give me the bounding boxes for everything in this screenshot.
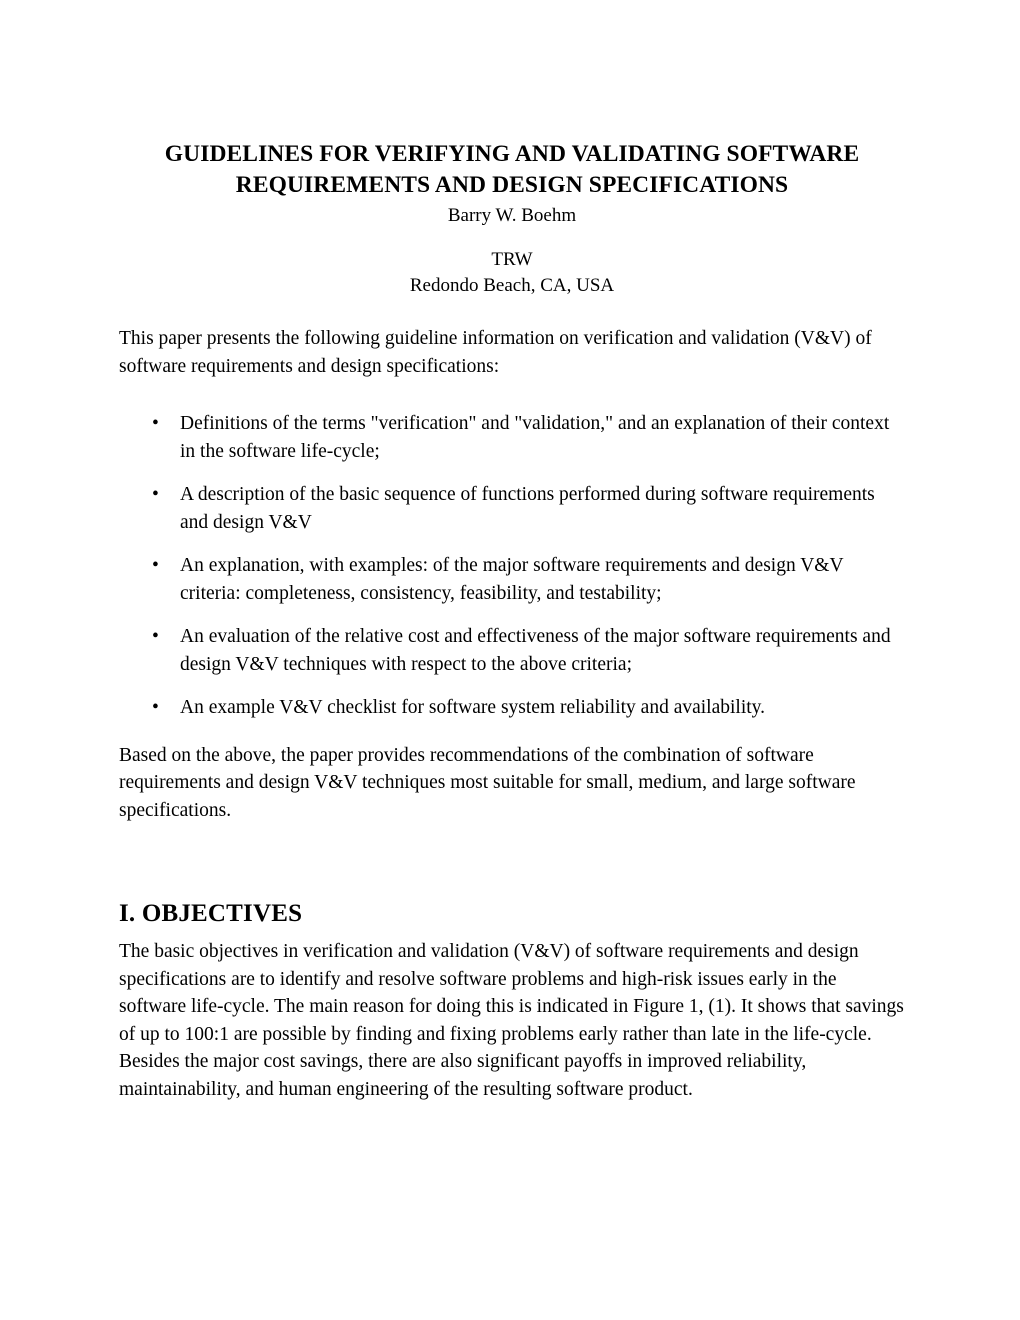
section-heading-objectives: I. OBJECTIVES [119,900,303,927]
bullet-icon: • [152,697,159,718]
affiliation-organization: TRW [491,249,533,270]
abstract-bullet-list [119,410,905,722]
bullet-icon: • [152,484,159,505]
list-item [119,481,905,536]
list-item [119,623,905,678]
title-line-1: GUIDELINES FOR VERIFYING AND VALIDATING SOFTWARE [164,141,860,167]
page-title [119,139,905,201]
bullet-icon: • [152,555,159,576]
list-item-text: An explanation, with examples: of the major software requirements and design V&V criteria: completeness, consistency, feasibility, and testability; [180,555,844,604]
section-paragraph-objectives: The basic objectives in verification and validation (V&V) of software requirements and design specifications are to identify and resolve software problems and high-risk issues early in the software life-cycle. The main reason for doing this is indicated in Figure 1, (1). It shows that savings of up to 100:1 are possible by finding and fixing problems early rather than late in the life-cycle. Besides the major cost savings, there are also significant payoffs in improved reliability, maintainability, and human engineering of the resulting software product. [119,941,904,1100]
affiliation-location: Redondo Beach, CA, USA [409,275,615,296]
author-affiliation [119,247,905,299]
document-content-column [119,139,905,1103]
list-item-text: An evaluation of the relative cost and effectiveness of the major software requirements and design V&V techniques with respect to the above criteria; [180,626,891,675]
list-item-text: Definitions of the terms "verification" and "validation," and an explanation of their context in the software life-cycle; [180,413,890,462]
bullet-icon: • [152,413,159,434]
list-item-text: An example V&V checklist for software system reliability and availability. [180,697,766,718]
author-name: Barry W. Boehm [447,205,577,226]
bullet-icon: • [152,626,159,647]
list-item [119,552,905,607]
list-item-text: A description of the basic sequence of functions performed during software requirements and design V&V [180,484,875,533]
list-item [119,694,905,722]
list-item [119,410,905,465]
abstract-closing-paragraph: Based on the above, the paper provides recommendations of the combination of software requirements and design V&V techniques most suitable for small, medium, and large software specifications. [119,744,856,821]
title-line-2: REQUIREMENTS AND DESIGN SPECIFICATIONS [235,172,789,198]
abstract-intro-paragraph: This paper presents the following guideline information on verification and validation (V&V) of software requirements and design specifications: [119,328,872,377]
